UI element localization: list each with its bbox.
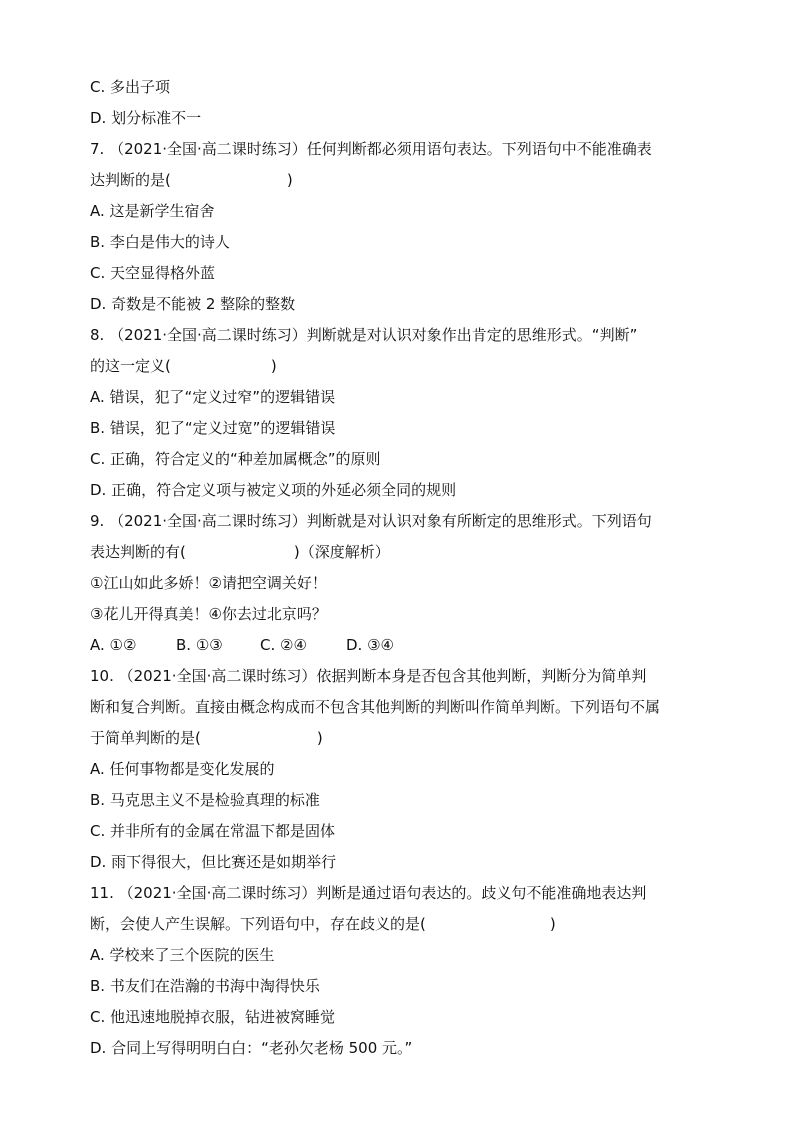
q9-stem-line1: 9. （2021·全国·高二课时练习）判断就是对认识对象有所断定的思维形式。下列语句 bbox=[90, 512, 652, 530]
q7-stem-close: ) bbox=[286, 171, 293, 189]
q9-stem-line2 bbox=[90, 537, 710, 568]
q7-stem-text: 达判断的是( bbox=[90, 171, 171, 189]
q11-option-d: D. 合同上写得明明白白：“老孙欠老杨 500 元。” bbox=[90, 1039, 413, 1057]
question-list bbox=[90, 72, 710, 1064]
q10-stem-line1: 10. （2021·全国·高二课时练习）依据判断本身是否包含其他判断，判断分为简单判 bbox=[90, 667, 647, 685]
q7-stem-line2 bbox=[90, 165, 710, 196]
q8-stem-close: ) bbox=[270, 357, 277, 375]
q11-option-a: A. 学校来了三个医院的医生 bbox=[90, 946, 275, 964]
q9-stem-close: )（深度解析） bbox=[293, 543, 390, 561]
q8-option-a: A. 错误，犯了“定义过窄”的逻辑错误 bbox=[90, 388, 336, 406]
q11-stem-close: ) bbox=[549, 915, 556, 933]
q11-stem-line1: 11. （2021·全国·高二课时练习）判断是通过语句表达的。歧义句不能准确地表达判 bbox=[90, 884, 647, 902]
q7-option-d: D. 奇数是不能被 2 整除的整数 bbox=[90, 295, 296, 313]
q8-option-d: D. 正确，符合定义项与被定义项的外延必须全同的规则 bbox=[90, 481, 457, 499]
q11-option-b: B. 书友们在浩瀚的书海中淘得快乐 bbox=[90, 977, 320, 995]
q11-option-c: C. 他迅速地脱掉衣服，钻进被窝睡觉 bbox=[90, 1008, 336, 1026]
q9-option-b: B. ①③ bbox=[176, 636, 223, 654]
q8-stem-line2 bbox=[90, 351, 710, 382]
q11-stem-line2 bbox=[90, 909, 710, 940]
q9-statements-1: ①江山如此多娇！②请把空调关好！ bbox=[90, 574, 327, 592]
q8-stem-text: 的这一定义( bbox=[90, 357, 171, 375]
q7-option-c: C. 天空显得格外蓝 bbox=[90, 264, 216, 282]
q8-stem-line1: 8. （2021·全国·高二课时练习）判断就是对认识对象作出肯定的思维形式。“判断” bbox=[90, 326, 638, 344]
q11-stem-text: 断，会使人产生误解。下列语句中，存在歧义的是( bbox=[90, 915, 426, 933]
q10-stem-line3 bbox=[90, 723, 710, 754]
q9-option-a: A. ①② bbox=[90, 636, 137, 654]
q10-stem-text: 于简单判断的是( bbox=[90, 729, 201, 747]
q7-stem-line1: 7. （2021·全国·高二课时练习）任何判断都必须用语句表达。下列语句中不能准确表 bbox=[90, 140, 652, 158]
q10-option-d: D. 雨下得很大，但比赛还是如期举行 bbox=[90, 853, 337, 871]
q10-stem-line2: 断和复合判断。直接由概念构成而不包含其他判断的判断叫作简单判断。下列语句不属 bbox=[90, 698, 661, 716]
q6-option-d: D. 划分标准不一 bbox=[90, 109, 202, 127]
q9-options bbox=[90, 630, 710, 661]
q10-option-c: C. 并非所有的金属在常温下都是固体 bbox=[90, 822, 336, 840]
q9-option-c: C. ②④ bbox=[260, 636, 307, 654]
q10-option-b: B. 马克思主义不是检验真理的标准 bbox=[90, 791, 320, 809]
q6-option-c: C. 多出子项 bbox=[90, 78, 171, 96]
q7-option-b: B. 李白是伟大的诗人 bbox=[90, 233, 230, 251]
q10-option-a: A. 任何事物都是变化发展的 bbox=[90, 760, 275, 778]
q9-option-d: D. ③④ bbox=[346, 636, 394, 654]
q9-statements-2: ③花儿开得真美！④你去过北京吗？ bbox=[90, 605, 327, 623]
q8-option-b: B. 错误，犯了“定义过宽”的逻辑错误 bbox=[90, 419, 336, 437]
q8-option-c: C. 正确，符合定义的“种差加属概念”的原则 bbox=[90, 450, 381, 468]
q10-stem-close: ) bbox=[316, 729, 323, 747]
q7-option-a: A. 这是新学生宿舍 bbox=[90, 202, 215, 220]
q9-stem-text: 表达判断的有( bbox=[90, 543, 186, 561]
